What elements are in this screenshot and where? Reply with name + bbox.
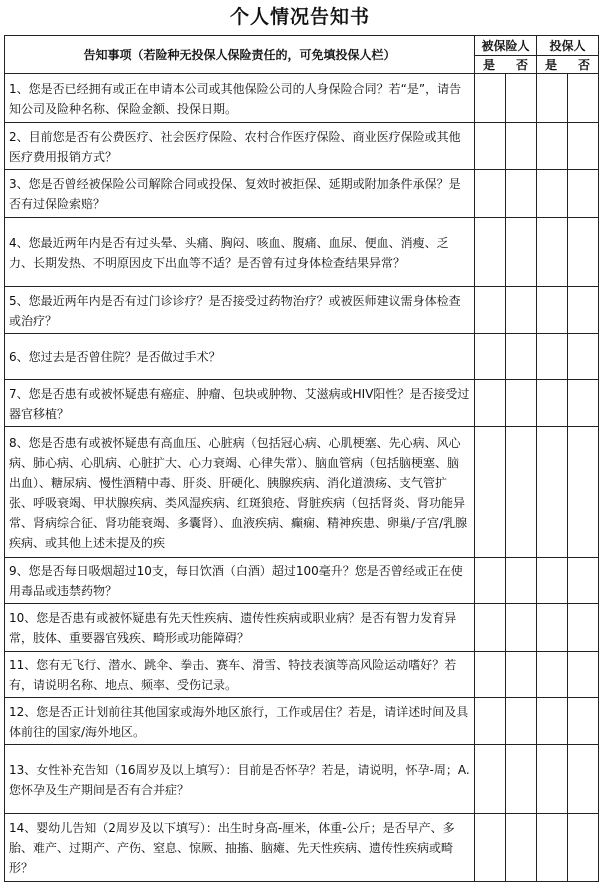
question-text: 8、您是否患有或被怀疑患有高血压、心脏病（包括冠心病、心肌梗塞、先心病、风心病、肺心病、心肌病、心脏扩大、心力衰竭、心律失常）、脑血管病（包括脑梗塞、脑出血）、糖尿病、慢性酒精中毒、肝炎、肝硬化、胰腺疾病、消化道溃疡、支气管扩张、呼吸衰竭、甲状腺疾病、类风湿疾病、红斑狼疮、肾脏疾病（包括肾炎、肾功能异常、肾病综合征、肾功能衰竭、多囊肾）、血液疾病、癫痫、精神疾患、卵巢/子宫/乳腺疾病、或其他上述未提及的疾 [5,427,475,558]
question-row [5,287,599,334]
insured-no-cell[interactable] [506,170,537,218]
insured-yes-cell[interactable] [475,380,506,427]
holder-yes-no-header [537,56,599,74]
holder-no-cell[interactable] [568,287,599,334]
insured-no-label: 否 [516,58,529,72]
insured-no-cell[interactable] [506,698,537,745]
holder-no-cell[interactable] [568,652,599,698]
holder-yes-cell[interactable] [537,74,568,123]
question-text: 3、您是否曾经被保险公司解除合同或投保、复效时被拒保、延期或附加条件承保？是否有过保险索赔？ [5,170,475,218]
insured-no-cell[interactable] [506,74,537,123]
holder-yes-cell[interactable] [537,698,568,745]
insured-yes-cell[interactable] [475,558,506,604]
holder-no-cell[interactable] [568,170,599,218]
insured-no-cell[interactable] [506,123,537,170]
holder-yes-cell[interactable] [537,170,568,218]
holder-yes-cell[interactable] [537,604,568,652]
question-row [5,218,599,287]
holder-yes-cell[interactable] [537,380,568,427]
insured-yes-cell[interactable] [475,745,506,814]
matter-header: 告知事项（若险种无投保人保险责任的，可免填投保人栏） [5,36,475,74]
header-row [5,36,599,56]
insured-no-cell[interactable] [506,604,537,652]
holder-no-cell[interactable] [568,814,599,882]
holder-yes-label: 是 [545,58,558,72]
holder-yes-cell[interactable] [537,334,568,380]
holder-no-cell[interactable] [568,74,599,123]
question-row [5,74,599,123]
insured-header: 被保险人 [475,36,537,56]
question-text: 9、您是否每日吸烟超过10支，每日饮酒（白酒）超过100毫升？您是否曾经或正在使用毒品或违禁药物？ [5,558,475,604]
holder-no-cell[interactable] [568,558,599,604]
holder-no-cell[interactable] [568,745,599,814]
insured-yes-cell[interactable] [475,123,506,170]
question-row [5,123,599,170]
question-row [5,427,599,558]
insured-no-cell[interactable] [506,427,537,558]
insured-yes-cell[interactable] [475,427,506,558]
insured-yes-no-header [475,56,537,74]
holder-no-cell[interactable] [568,604,599,652]
insured-no-cell[interactable] [506,652,537,698]
insured-no-cell[interactable] [506,287,537,334]
question-text: 6、您过去是否曾住院？是否做过手术？ [5,334,475,380]
declaration-table [4,35,599,882]
insured-no-cell[interactable] [506,380,537,427]
question-row [5,380,599,427]
holder-no-cell[interactable] [568,380,599,427]
insured-yes-cell[interactable] [475,218,506,287]
holder-no-cell[interactable] [568,334,599,380]
insured-no-cell[interactable] [506,558,537,604]
question-row [5,652,599,698]
question-row [5,745,599,814]
holder-yes-cell[interactable] [537,745,568,814]
question-text: 1、您是否已经拥有或正在申请本公司或其他保险公司的人身保险合同？若“是”，请告知公司及险种名称、保险金额、投保日期。 [5,74,475,123]
question-text: 13、女性补充告知（16周岁及以上填写）：目前是否怀孕？若是，请说明，怀孕-周；A.您怀孕及生产期间是否有合并症？ [5,745,475,814]
question-text: 11、您有无飞行、潜水、跳伞、拳击、赛车、滑雪、特技表演等高风险运动嗜好？若有，请说明名称、地点、频率、受伤记录。 [5,652,475,698]
insured-yes-cell[interactable] [475,334,506,380]
question-row [5,698,599,745]
holder-yes-cell[interactable] [537,287,568,334]
question-row [5,334,599,380]
question-text: 5、您最近两年内是否有过门诊诊疗？是否接受过药物治疗？或被医师建议需身体检查或治疗？ [5,287,475,334]
insured-yes-cell[interactable] [475,814,506,882]
question-text: 10、您是否患有或被怀疑患有先天性疾病、遗传性疾病或职业病？是否有智力发育异常，肢体、重要器官残疾、畸形或功能障碍？ [5,604,475,652]
holder-yes-cell[interactable] [537,427,568,558]
insured-yes-cell[interactable] [475,74,506,123]
insured-no-cell[interactable] [506,334,537,380]
insured-no-cell[interactable] [506,814,537,882]
question-text: 7、您是否患有或被怀疑患有癌症、肿瘤、包块或肿物、艾滋病或HIV阳性？是否接受过器官移植？ [5,380,475,427]
question-row [5,558,599,604]
form-title: 个人情况告知书 [229,6,370,28]
question-row [5,170,599,218]
question-row [5,814,599,882]
holder-no-cell[interactable] [568,123,599,170]
holder-header: 投保人 [537,36,599,56]
insured-yes-cell[interactable] [475,287,506,334]
insured-yes-cell[interactable] [475,604,506,652]
insured-yes-label: 是 [483,58,496,72]
question-row [5,604,599,652]
insured-no-cell[interactable] [506,745,537,814]
holder-yes-cell[interactable] [537,218,568,287]
holder-no-cell[interactable] [568,698,599,745]
holder-yes-cell[interactable] [537,652,568,698]
insured-yes-cell[interactable] [475,652,506,698]
question-text: 14、婴幼儿告知（2周岁及以下填写）：出生时身高-厘米，体重-公斤；是否早产、多胎、难产、过期产、产伤、窒息、惊厥、抽搐、脑瘫、先天性疾病、遗传性疾病或畸形？ [5,814,475,882]
question-text: 2、目前您是否有公费医疗、社会医疗保险、农村合作医疗保险、商业医疗保险或其他医疗费用报销方式？ [5,123,475,170]
holder-yes-cell[interactable] [537,814,568,882]
holder-no-label: 否 [578,58,591,72]
holder-yes-cell[interactable] [537,558,568,604]
holder-yes-cell[interactable] [537,123,568,170]
insured-yes-cell[interactable] [475,170,506,218]
question-text: 4、您最近两年内是否有过头晕、头痛、胸闷、咳血、腹痛、血尿、便血、消瘦、乏力、长期发热、不明原因皮下出血等不适？是否曾有过身体检查结果异常？ [5,218,475,287]
holder-no-cell[interactable] [568,427,599,558]
insured-yes-cell[interactable] [475,698,506,745]
question-text: 12、您是否正计划前往其他国家或海外地区旅行，工作或居住？若是，请详述时间及具体前往的国家/海外地区。 [5,698,475,745]
insured-no-cell[interactable] [506,218,537,287]
holder-no-cell[interactable] [568,218,599,287]
